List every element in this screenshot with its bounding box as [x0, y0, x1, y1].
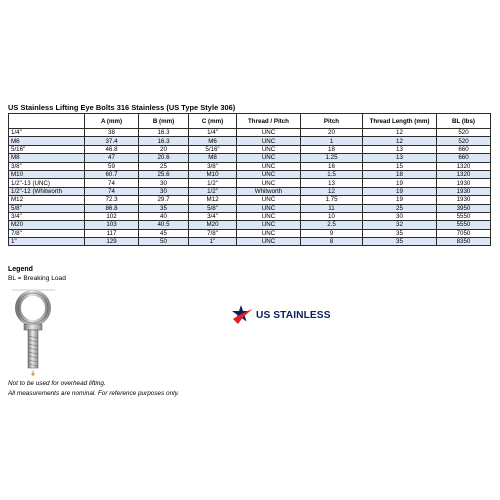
cell-size: 1/4" [9, 129, 85, 137]
cell-pitch: 1.25 [301, 154, 363, 162]
cell-b: 25 [139, 162, 189, 170]
cell-thread-pitch: UNC [237, 170, 301, 178]
cell-pitch: 18 [301, 145, 363, 153]
table-row [9, 212, 491, 220]
cell-size: M12 [9, 196, 85, 204]
cell-a: 60.7 [85, 170, 139, 178]
cell-c: M20 [189, 221, 237, 229]
star-swoosh-logo-icon [232, 305, 254, 325]
cell-thread-pitch: UNC [237, 129, 301, 137]
cell-a: 38 [85, 129, 139, 137]
cell-c: 5/8" [189, 204, 237, 212]
cell-thread-pitch: UNC [237, 154, 301, 162]
cell-c: 1/4" [189, 129, 237, 137]
col-header-a: A (mm) [85, 114, 139, 129]
cell-c: 3/4" [189, 212, 237, 220]
cell-b: 50 [139, 238, 189, 246]
cell-b: 40.5 [139, 221, 189, 229]
cell-thread-pitch: UNC [237, 229, 301, 237]
cell-pitch: 11 [301, 204, 363, 212]
cell-bl: 1320 [437, 170, 491, 178]
cell-a: 74 [85, 179, 139, 187]
cell-thread-length: 30 [363, 212, 437, 220]
cell-a: 86.8 [85, 204, 139, 212]
cell-pitch: 20 [301, 129, 363, 137]
table-row [9, 229, 491, 237]
cell-pitch: 1.75 [301, 196, 363, 204]
col-header-bl: BL (lbs) [437, 114, 491, 129]
cell-bl: 520 [437, 129, 491, 137]
cell-a: 129 [85, 238, 139, 246]
cell-bl: 1930 [437, 187, 491, 195]
cell-bl: 660 [437, 145, 491, 153]
col-header-thread-pitch: Thread / Pitch [237, 114, 301, 129]
cell-a: 59 [85, 162, 139, 170]
col-header-thread-length: Thread Length (mm) [363, 114, 437, 129]
cell-bl: 8350 [437, 238, 491, 246]
table-row [9, 154, 491, 162]
cell-b: 35 [139, 204, 189, 212]
cell-b: 29.7 [139, 196, 189, 204]
cell-thread-pitch: UNC [237, 212, 301, 220]
cell-thread-pitch: UNC [237, 162, 301, 170]
us-stainless-logo [232, 305, 331, 325]
cell-b: 40 [139, 212, 189, 220]
cell-thread-length: 15 [363, 162, 437, 170]
table-row [9, 187, 491, 195]
cell-pitch: 8 [301, 238, 363, 246]
table-row [9, 179, 491, 187]
cell-a: 46.8 [85, 145, 139, 153]
cell-bl: 660 [437, 154, 491, 162]
cell-a: 117 [85, 229, 139, 237]
cell-thread-pitch: UNC [237, 196, 301, 204]
table-row [9, 170, 491, 178]
cell-c: M6 [189, 137, 237, 145]
cell-c: 1" [189, 238, 237, 246]
table-row [9, 145, 491, 153]
cell-size: M6 [9, 137, 85, 145]
cell-pitch: 16 [301, 162, 363, 170]
cell-pitch: 9 [301, 229, 363, 237]
legend-title: Legend [8, 266, 33, 273]
cell-size: M10 [9, 170, 85, 178]
cell-thread-pitch: UNC [237, 179, 301, 187]
note-nominal: All measurements are nominal. For reference purposes only. [8, 390, 180, 397]
cell-b: 20.6 [139, 154, 189, 162]
cell-a: 74 [85, 187, 139, 195]
cell-thread-pitch: UNC [237, 238, 301, 246]
cell-size: 1/2"-13 (UNC) [9, 179, 85, 187]
table-row [9, 204, 491, 212]
cell-a: 103 [85, 221, 139, 229]
cell-thread-length: 35 [363, 238, 437, 246]
cell-b: 45 [139, 229, 189, 237]
cell-size: 3/4" [9, 212, 85, 220]
cell-thread-pitch: UNC [237, 204, 301, 212]
cell-size: 7/8" [9, 229, 85, 237]
table-title: US Stainless Lifting Eye Bolts 316 Stainless (US Type Style 306) [8, 103, 236, 112]
cell-thread-length: 25 [363, 204, 437, 212]
table-row [9, 196, 491, 204]
table-body [9, 129, 491, 246]
cell-c: 3/8" [189, 162, 237, 170]
cell-thread-length: 13 [363, 154, 437, 162]
cell-bl: 3950 [437, 204, 491, 212]
cell-b: 30 [139, 187, 189, 195]
cell-thread-length: 19 [363, 196, 437, 204]
cell-c: 1/2" [189, 179, 237, 187]
cell-c: M8 [189, 154, 237, 162]
cell-c: M10 [189, 170, 237, 178]
cell-thread-length: 18 [363, 170, 437, 178]
cell-b: 16.3 [139, 137, 189, 145]
cell-thread-length: 35 [363, 229, 437, 237]
col-header-size [9, 114, 85, 129]
cell-pitch: 1.5 [301, 170, 363, 178]
table-row [9, 137, 491, 145]
cell-thread-length: 19 [363, 187, 437, 195]
cell-c: 5/16" [189, 145, 237, 153]
cell-pitch: 1 [301, 137, 363, 145]
cell-thread-length: 12 [363, 129, 437, 137]
cell-bl: 1320 [437, 162, 491, 170]
col-header-pitch: Pitch [301, 114, 363, 129]
cell-thread-pitch: Whitworth [237, 187, 301, 195]
cell-thread-length: 12 [363, 137, 437, 145]
cell-bl: 5550 [437, 212, 491, 220]
cell-b: 25.6 [139, 170, 189, 178]
cell-size: M8 [9, 154, 85, 162]
cell-size: 5/16" [9, 145, 85, 153]
col-header-b: B (mm) [139, 114, 189, 129]
cell-thread-length: 32 [363, 221, 437, 229]
cell-c: 7/8" [189, 229, 237, 237]
cell-pitch: 12 [301, 187, 363, 195]
table-row [9, 221, 491, 229]
cell-bl: 1930 [437, 196, 491, 204]
cell-size: M20 [9, 221, 85, 229]
cell-thread-pitch: UNC [237, 137, 301, 145]
cell-pitch: 13 [301, 179, 363, 187]
cell-b: 30 [139, 179, 189, 187]
cell-bl: 7050 [437, 229, 491, 237]
cell-bl: 520 [437, 137, 491, 145]
cell-size: 1" [9, 238, 85, 246]
cell-bl: 5550 [437, 221, 491, 229]
cell-size: 5/8" [9, 204, 85, 212]
cell-a: 72.3 [85, 196, 139, 204]
cell-a: 37.4 [85, 137, 139, 145]
cell-c: 1/2" [189, 187, 237, 195]
eye-bolt-diagram-icon [11, 286, 57, 383]
cell-a: 102 [85, 212, 139, 220]
cell-thread-length: 19 [363, 179, 437, 187]
cell-a: 47 [85, 154, 139, 162]
cell-thread-length: 13 [363, 145, 437, 153]
note-overhead: Not to be used for overhead lifting. [8, 380, 106, 387]
cell-pitch: 10 [301, 212, 363, 220]
cell-pitch: 2.5 [301, 221, 363, 229]
col-header-c: C (mm) [189, 114, 237, 129]
cell-size: 3/8" [9, 162, 85, 170]
table-row [9, 129, 491, 137]
cell-b: 16.3 [139, 129, 189, 137]
legend-text: BL = Breaking Load [8, 275, 66, 282]
logo-text: US STAINLESS [256, 309, 331, 321]
spec-table [8, 113, 491, 246]
cell-c: M12 [189, 196, 237, 204]
table-row [9, 162, 491, 170]
cell-thread-pitch: UNC [237, 221, 301, 229]
table-header [9, 114, 491, 129]
cell-thread-pitch: UNC [237, 145, 301, 153]
cell-size: 1/2"-12 (Whitworth [9, 187, 85, 195]
cell-b: 20 [139, 145, 189, 153]
table-row [9, 238, 491, 246]
cell-bl: 1930 [437, 179, 491, 187]
